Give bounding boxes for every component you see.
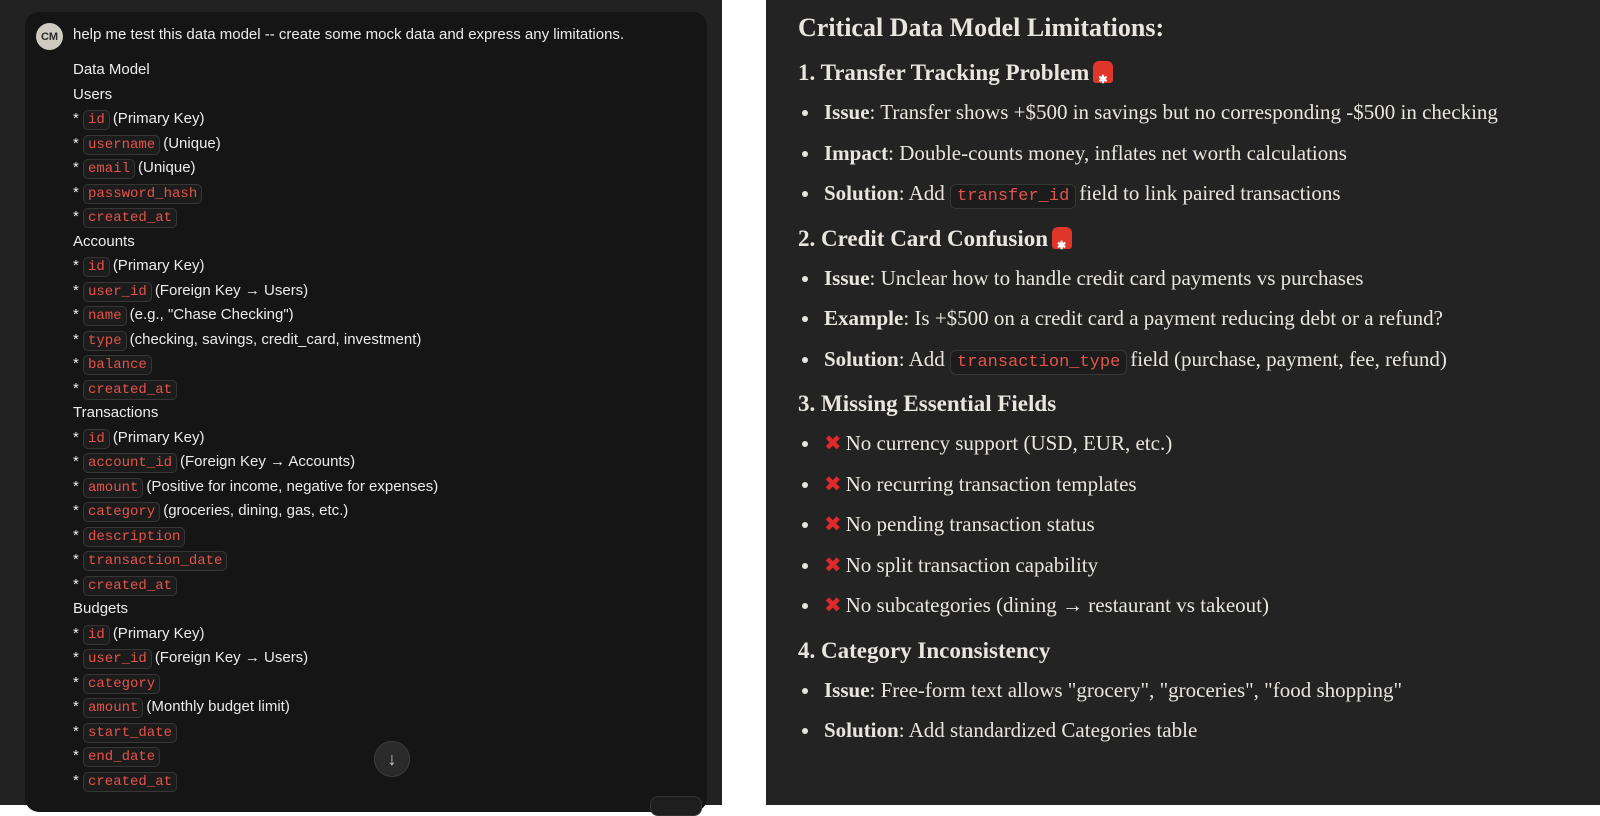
limitation-list <box>798 258 1598 380</box>
heading-text: 3. Missing Essential Fields <box>798 391 1057 416</box>
field-code: balance <box>83 355 152 375</box>
bullet-star: * <box>73 208 79 225</box>
item-text: : Add <box>898 346 951 371</box>
field-note: (e.g., "Chase Checking") <box>129 306 294 323</box>
bullet-star: * <box>73 183 79 201</box>
field-line <box>73 499 438 524</box>
field-line <box>73 328 438 353</box>
item-text-after: field (purchase, payment, fee, refund) <box>1130 346 1447 371</box>
field-code: email <box>83 159 135 179</box>
limitation-list <box>798 423 1598 626</box>
bullet-star: * <box>73 159 79 176</box>
field-code: name <box>83 306 127 326</box>
bullet-star: * <box>73 649 79 666</box>
bullet-star: * <box>73 673 79 691</box>
item-label: Example <box>824 306 904 330</box>
limitation-heading <box>798 634 1598 670</box>
list-item <box>798 133 1598 174</box>
field-code: id <box>83 110 110 130</box>
field-code: transfer_id <box>950 184 1076 209</box>
field-code: user_id <box>83 282 152 302</box>
bullet-star: * <box>73 110 79 127</box>
field-line <box>73 646 438 671</box>
cross-mark-icon: ✖ <box>824 593 842 617</box>
scroll-down-button[interactable] <box>374 741 410 777</box>
section-label: Data Model <box>73 61 150 78</box>
field-code: start_date <box>83 723 177 743</box>
heading-text: 1. Transfer Tracking Problem <box>798 60 1090 85</box>
list-item <box>798 464 1598 505</box>
field-note: (Positive for income, negative for expenses) <box>146 477 439 495</box>
section-label: Transactions <box>73 404 159 421</box>
item-text: No recurring transaction templates <box>845 471 1137 496</box>
limitation-list <box>798 92 1598 214</box>
field-code: created_at <box>83 380 177 400</box>
field-code: created_at <box>83 772 177 792</box>
field-note: (Primary Key) <box>112 110 205 127</box>
field-note: (Primary Key) <box>112 257 205 274</box>
field-line <box>73 132 438 157</box>
item-label: Solution <box>824 346 899 371</box>
list-item <box>798 298 1598 339</box>
section-label: Users <box>73 85 113 103</box>
bullet-star: * <box>73 355 79 372</box>
cross-mark-icon: ✖ <box>824 512 842 536</box>
field-note: (Foreign Key → Users) <box>154 281 309 299</box>
bullet-star: * <box>73 551 79 568</box>
field-code: category <box>83 674 160 694</box>
field-line <box>73 524 438 549</box>
field-note: (Foreign Key → Users) <box>154 649 309 666</box>
field-line <box>73 107 438 132</box>
field-code: created_at <box>83 208 177 228</box>
field-code: category <box>83 502 160 522</box>
field-line <box>73 352 438 377</box>
field-note: (Primary Key) <box>112 428 205 446</box>
bullet-star: * <box>73 330 79 348</box>
field-code: id <box>83 625 110 645</box>
item-text-after: field to link paired transactions <box>1079 181 1341 205</box>
item-text: No subcategories (dining → restaurant vs takeout) <box>845 593 1269 617</box>
field-line <box>73 303 438 328</box>
cross-mark-icon: ✖ <box>824 431 842 455</box>
field-line <box>73 205 438 230</box>
limitation-heading <box>798 56 1598 92</box>
list-item <box>798 339 1598 380</box>
heading-text: 2. Credit Card Confusion <box>798 225 1049 251</box>
list-item <box>798 504 1598 545</box>
item-text: : Add standardized Categories table <box>898 718 1198 742</box>
section-label: Accounts <box>73 232 135 250</box>
field-line <box>73 156 438 181</box>
list-item <box>798 92 1598 133</box>
field-line <box>73 671 438 696</box>
list-item <box>798 585 1598 626</box>
field-note: (Foreign Key → Accounts) <box>180 453 356 470</box>
bullet-star: * <box>73 257 79 274</box>
field-note: (Primary Key) <box>112 624 205 642</box>
bullet-star: * <box>73 379 79 397</box>
siren-icon <box>1052 227 1072 249</box>
field-note: (checking, savings, credit_card, investment) <box>129 330 422 348</box>
field-line <box>73 475 438 500</box>
field-line <box>73 573 438 598</box>
bullet-star: * <box>73 502 79 519</box>
heading-text: 4. Category Inconsistency <box>798 637 1051 663</box>
bullet-star: * <box>73 698 79 715</box>
bullet-star: * <box>73 624 79 642</box>
field-line <box>73 377 438 402</box>
field-line <box>73 622 438 647</box>
field-line <box>73 279 438 304</box>
message-action-button[interactable] <box>650 796 702 816</box>
list-item <box>798 258 1598 299</box>
list-item <box>798 173 1598 214</box>
avatar: CM <box>36 23 63 50</box>
list-item <box>798 710 1598 751</box>
item-label: Issue <box>824 100 870 124</box>
field-code: transaction_type <box>950 350 1127 375</box>
field-code: id <box>83 257 110 277</box>
response-title: Critical Data Model Limitations: <box>798 13 1165 42</box>
list-item <box>798 545 1598 586</box>
field-code: id <box>83 429 110 449</box>
bullet-star: * <box>73 526 79 544</box>
item-text: No pending transaction status <box>845 512 1095 536</box>
bullet-star: * <box>73 747 79 764</box>
field-code: amount <box>83 698 143 718</box>
item-text: : Transfer shows +$500 in savings but no corresponding -$500 in checking <box>869 100 1498 124</box>
field-code: account_id <box>83 453 177 473</box>
bullet-star: * <box>73 453 79 470</box>
item-label: Issue <box>824 265 870 290</box>
list-item <box>798 670 1598 711</box>
bullet-star: * <box>73 477 79 495</box>
section-heading <box>73 83 438 108</box>
section-heading <box>73 401 438 426</box>
field-code: password_hash <box>83 184 202 204</box>
field-line <box>73 720 438 745</box>
item-text: No currency support (USD, EUR, etc.) <box>845 431 1173 455</box>
bullet-star: * <box>73 771 79 789</box>
item-label: Issue <box>824 677 870 702</box>
field-line <box>73 695 438 720</box>
field-line <box>73 254 438 279</box>
bullet-star: * <box>73 722 79 740</box>
field-line <box>73 426 438 451</box>
item-label: Solution <box>824 718 899 742</box>
item-text: : Double-counts money, inflates net worth calculations <box>888 140 1347 165</box>
limitation-heading <box>798 387 1598 423</box>
field-code: end_date <box>83 747 160 767</box>
field-code: username <box>83 135 160 155</box>
section-heading <box>73 597 438 622</box>
field-note: (Unique) <box>138 159 196 176</box>
user-prompt: help me test this data model -- create some mock data and express any limitations. <box>73 26 625 43</box>
item-text: : Free-form text allows "grocery", "groceries", "food shopping" <box>869 677 1403 702</box>
field-code: description <box>83 527 185 547</box>
field-note: (Monthly budget limit) <box>146 698 290 715</box>
cross-mark-icon: ✖ <box>824 552 842 577</box>
item-label: Solution <box>824 181 899 205</box>
chat-panel <box>0 0 722 805</box>
bullet-star: * <box>73 575 79 593</box>
section-heading <box>73 58 438 83</box>
bullet-star: * <box>73 428 79 446</box>
field-code: type <box>83 331 127 351</box>
limitation-list <box>798 670 1598 751</box>
field-note: (Unique) <box>163 134 221 152</box>
arrow-down-icon: ↓ <box>387 748 397 769</box>
limitation-heading <box>798 222 1598 258</box>
field-note: (groceries, dining, gas, etc.) <box>163 502 349 519</box>
section-heading <box>73 230 438 255</box>
siren-icon <box>1093 61 1113 83</box>
section-label: Budgets <box>73 600 129 617</box>
field-code: created_at <box>83 576 177 596</box>
item-text: : Unclear how to handle credit card payments vs purchases <box>869 265 1364 290</box>
bullet-star: * <box>73 306 79 323</box>
field-line <box>73 548 438 573</box>
response-panel <box>766 0 1600 805</box>
list-item <box>798 423 1598 464</box>
cross-mark-icon: ✖ <box>824 471 842 496</box>
item-label: Impact <box>824 140 889 165</box>
item-text: : Is +$500 on a credit card a payment reducing debt or a refund? <box>903 306 1443 330</box>
field-line <box>73 181 438 206</box>
field-code: user_id <box>83 649 152 669</box>
data-model-text <box>73 58 438 793</box>
item-text: No split transaction capability <box>845 552 1099 577</box>
field-line <box>73 450 438 475</box>
item-text: : Add <box>898 181 951 205</box>
bullet-star: * <box>73 134 79 152</box>
field-code: transaction_date <box>83 551 227 571</box>
bullet-star: * <box>73 281 79 299</box>
field-code: amount <box>83 478 143 498</box>
